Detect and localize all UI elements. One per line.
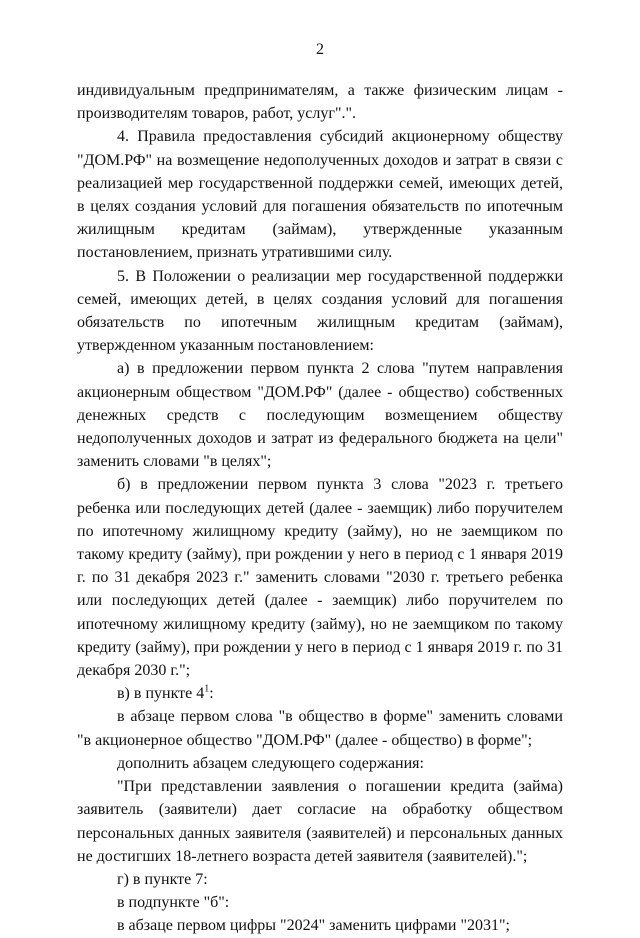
paragraph-add-abzac: дополнить абзацем следующего содержания: bbox=[117, 754, 424, 772]
paragraph-digits-change: в абзаце первом цифры "2024" заменить цифрами "2031"; bbox=[117, 917, 510, 935]
superscript-number: 1 bbox=[204, 683, 210, 695]
paragraph-continuation: индивидуальным предпринимателям, а также физическим лицам - производителям товаров, работ, услуг".". bbox=[77, 82, 563, 123]
paragraph-item-5: 5. В Положении о реализации мер государственной поддержки семей, имеющих детей, в целях создания условий для погашения обязательств по ипотечным жилищным кредитам (займам), утвержденном указанным постановлением: bbox=[77, 267, 563, 355]
paragraph-subitem-a: а) в предложении первом пункта 2 слова "путем направления акционерным обществом "ДОМ.РФ" (далее - общество) собственных денежных средств с последующим возмещением обществу недополученных доходов и затрат из федерального бюджета на цели" заменить словами "в целях"; bbox=[77, 360, 563, 471]
subitem-v-text: в) в пункте 4 bbox=[117, 685, 205, 703]
subitem-v-colon: : bbox=[209, 685, 214, 703]
paragraph-subitem-g: г) в пункте 7: bbox=[117, 870, 208, 888]
paragraph-abzac-first: в абзаце первом слова "в общество в форме" заменить словами "в акционерное общество "ДОМ.РФ" (далее - общество) в форме"; bbox=[77, 708, 563, 749]
paragraph-podpunkt-b: в подпункте "б": bbox=[117, 894, 230, 912]
paragraph-item-4: 4. Правила предоставления субсидий акционерному обществу "ДОМ.РФ" на возмещение недополученных доходов и затрат в связи с реализацией мер государственной поддержки семей, имеющих детей, в целях создания условий для погашения обязательств по ипотечным жилищным кредитам (займам), утвержденные указанным постановлением, признать утратившими силу. bbox=[77, 128, 563, 262]
paragraph-subitem-v bbox=[77, 682, 563, 705]
document-body bbox=[77, 79, 563, 938]
paragraph-subitem-b: б) в предложении первом пункта 3 слова "2023 г. третьего ребенка или последующих детей (далее - заемщик) либо поручителем по ипотечному жилищному кредиту (займу), но не заемщиком по такому кредиту (займу), при рождении у него в период с 1 января 2019 г. по 31 декабря 2023 г." заменить словами "2030 г. третьего ребенка или последующих детей (далее - заемщик) либо поручителем по ипотечному жилищному кредиту (займу), но не заемщиком по такому кредиту (займу), при рождении у него в период с 1 января 2019 г. по 31 декабря 2030 г."; bbox=[77, 476, 563, 680]
paragraph-quoted-new-text: "При представлении заявления о погашении кредита (займа) заявитель (заявители) дает согласие на обработку обществом персональных данных заявителя (заявителей) и персональных данных не достигших 18-летнего возраста детей заявителя (заявителей)."; bbox=[77, 778, 563, 865]
page-number: 2 bbox=[316, 41, 324, 58]
